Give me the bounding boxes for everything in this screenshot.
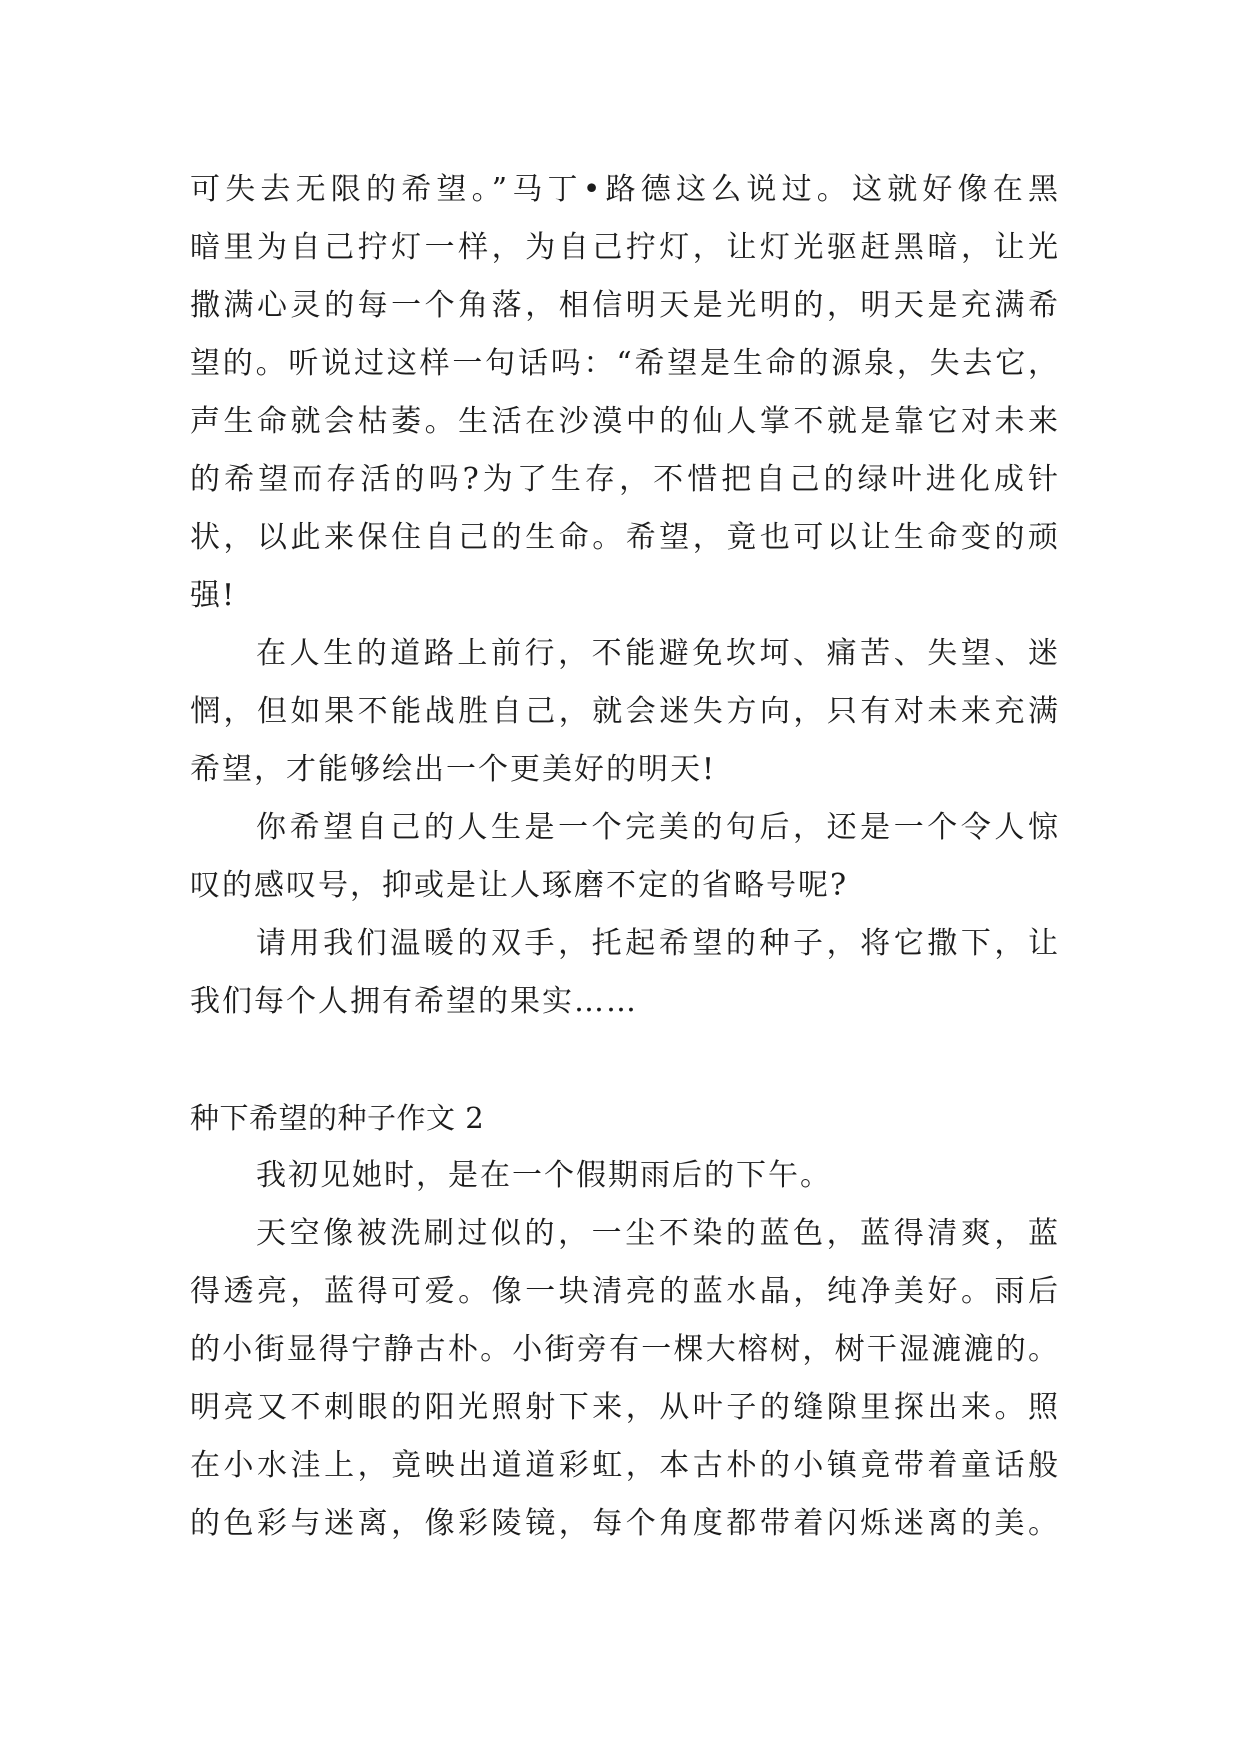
body-line: 我初见她时，是在一个假期雨后的下午。 [256, 1158, 832, 1193]
body-line: 强! [190, 578, 237, 613]
paragraph [190, 161, 1060, 625]
body-line: 可失去无限的希望。”马丁•路德这么说过。这就好像在黑 [190, 172, 1060, 207]
body-line: 你希望自己的人生是一个完美的句后，还是一个令人惊 [256, 810, 1060, 845]
section-heading: 种下希望的种子作文 2 [190, 1101, 485, 1135]
blank-line [190, 1031, 1060, 1089]
paragraph [190, 1205, 1060, 1553]
body-line: 声生命就会枯萎。生活在沙漠中的仙人掌不就是靠它对未来 [190, 404, 1060, 439]
body-line: 我们每个人拥有希望的果实…… [190, 984, 638, 1019]
paragraph [190, 915, 1060, 1031]
body-line: 撒满心灵的每一个角落，相信明天是光明的，明天是充满希 [190, 288, 1060, 323]
body-line: 暗里为自己拧灯一样，为自己拧灯，让灯光驱赶黑暗，让光 [190, 230, 1060, 265]
body-line: 在小水洼上，竟映出道道彩虹，本古朴的小镇竟带着童话般 [190, 1448, 1060, 1483]
body-line: 的色彩与迷离，像彩陵镜，每个角度都带着闪烁迷离的美。 [190, 1506, 1060, 1541]
body-line: 的希望而存活的吗?为了生存，不惜把自己的绿叶进化成针 [190, 462, 1060, 497]
body-line: 惘，但如果不能战胜自己，就会迷失方向，只有对未来充满 [190, 694, 1060, 729]
body-line: 状，以此来保住自己的生命。希望，竟也可以让生命变的顽 [190, 520, 1060, 555]
body-line: 望的。听说过这样一句话吗：“希望是生命的源泉，失去它， [190, 346, 1060, 381]
body-line: 请用我们温暖的双手，托起希望的种子，将它撒下，让 [256, 926, 1060, 961]
body-line: 明亮又不刺眼的阳光照射下来，从叶子的缝隙里探出来。照 [190, 1390, 1060, 1425]
body-line: 的小街显得宁静古朴。小街旁有一棵大榕树，树干湿漉漉的。 [190, 1332, 1060, 1367]
body-line: 得透亮，蓝得可爱。像一块清亮的蓝水晶，纯净美好。雨后 [190, 1274, 1060, 1309]
paragraph [190, 625, 1060, 799]
paragraph [190, 1147, 1060, 1205]
document-page [190, 161, 1060, 1553]
body-line: 天空像被洗刷过似的，一尘不染的蓝色，蓝得清爽，蓝 [256, 1216, 1060, 1251]
paragraph [190, 799, 1060, 915]
body-line: 叹的感叹号，抑或是让人琢磨不定的省略号呢? [190, 868, 849, 903]
body-line: 希望，才能够绘出一个更美好的明天! [190, 752, 717, 787]
body-line: 在人生的道路上前行，不能避免坎坷、痛苦、失望、迷 [256, 636, 1060, 671]
